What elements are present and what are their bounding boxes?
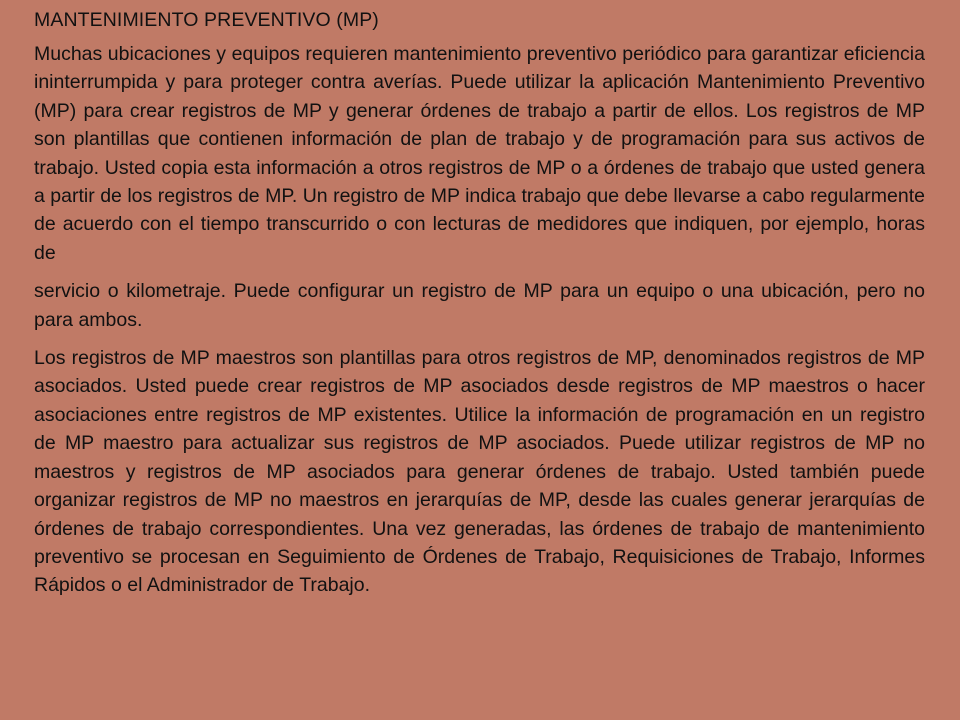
paragraph-configuration: servicio o kilometraje. Puede configurar un registro de MP para un equipo o una ubicación, pero no para ambos. xyxy=(34,280,925,331)
paragraph-master-records: Los registros de MP maestros son plantillas para otros registros de MP, denominados registros de MP asociados. Usted puede crear registros de MP asociados desde registros de MP maestros o hacer asociaciones entre registros de MP existentes. Utilice la información de programación en un registro de MP maestro para actualizar sus registros de MP asociados. Puede utilizar registros de MP no maestros y registros de MP asociados para generar órdenes de trabajo. Usted también puede organizar registros de MP no maestros en jerarquías de MP, desde las cuales generar jerarquías de órdenes de trabajo correspondientes. Una vez generadas, las órdenes de trabajo de mantenimiento preventivo se procesan en Seguimiento de Órdenes de Trabajo, Requisiciones de Trabajo, Informes Rápidos o el Administrador de Trabajo. xyxy=(34,347,925,597)
slide-content xyxy=(34,6,925,610)
slide-title: MANTENIMIENTO PREVENTIVO (MP) xyxy=(34,9,379,31)
paragraph-intro: Muchas ubicaciones y equipos requieren mantenimiento preventivo periódico para garantizar eficiencia ininterrumpida y para proteger contra averías. Puede utilizar la aplicación Mantenimiento Preventivo (MP) para crear registros de MP y generar órdenes de trabajo a partir de ellos. Los registros de MP son plantillas que contienen información de plan de trabajo y de programación para sus activos de trabajo. Usted copia esta información a otros registros de MP o a órdenes de trabajo que usted genera a partir de los registros de MP. Un registro de MP indica trabajo que debe llevarse a cabo regularmente de acuerdo con el tiempo transcurrido o con lecturas de medidores que indiquen, por ejemplo, horas de xyxy=(34,43,925,264)
